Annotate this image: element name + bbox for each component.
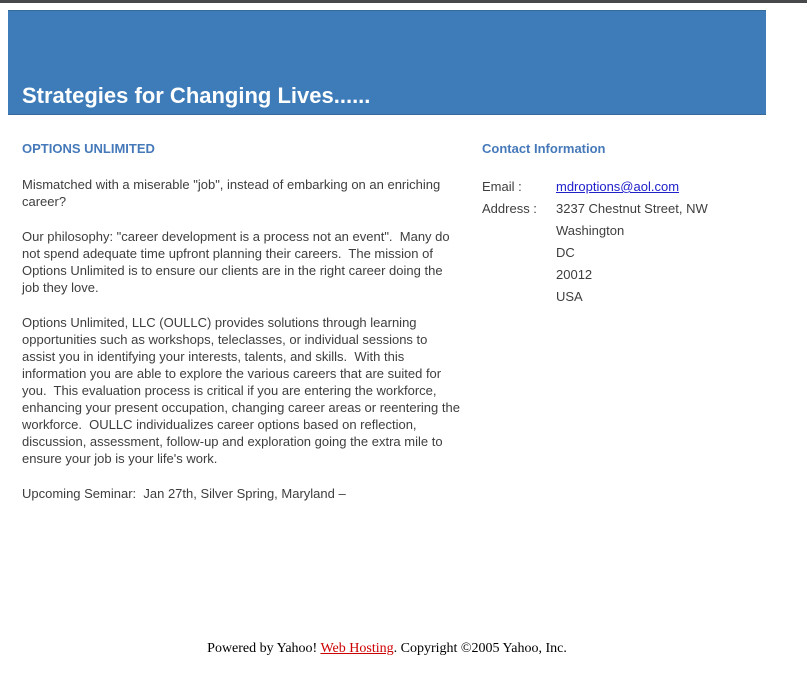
web-hosting-link[interactable]: Web Hosting (320, 641, 394, 656)
address-row (482, 198, 766, 308)
address-value (556, 198, 708, 308)
page-title: Strategies for Changing Lives...... (22, 83, 371, 108)
intro-column (22, 141, 462, 502)
email-label: Email : (482, 179, 522, 194)
address-zip: 20012 (556, 267, 593, 282)
footer-copyright-text: . Copyright ©2005 Yahoo, Inc. (393, 641, 567, 656)
address-country: USA (556, 289, 583, 304)
header-banner (8, 10, 766, 115)
top-border-bar (0, 0, 807, 3)
address-street: 3237 Chestnut Street, NW (556, 201, 708, 216)
email-value (556, 176, 679, 198)
footer (8, 641, 766, 657)
main-content (22, 141, 807, 502)
address-label: Address : (482, 201, 537, 216)
intro-paragraph: Mismatched with a miserable "job", instead of embarking on an enriching career? (22, 177, 444, 209)
company-heading: OPTIONS UNLIMITED (22, 141, 155, 156)
contact-column (482, 141, 766, 502)
services-paragraph: Options Unlimited, LLC (OULLC) provides solutions through learning opportunities such as workshops, teleclasses, or individual sessions to assist you in identifying your interests, talents, and skills. With this information you are able to explore the various careers that are suited for you. This evaluation process is critical if you are entering the workforce, enhancing your present occupation, changing career areas or reentering the workforce. OULLC individualizes career options based on reflection, discussion, assessment, follow-up and exploration going the extra mile to ensure your job is your life's work. (22, 315, 464, 466)
address-state: DC (556, 245, 575, 260)
email-row (482, 176, 766, 198)
footer-powered-text: Powered by Yahoo! (207, 641, 321, 656)
seminar-announcement: Upcoming Seminar: Jan 27th, Silver Spring, Maryland – (22, 486, 346, 501)
email-link[interactable]: mdroptions@aol.com (556, 179, 680, 194)
philosophy-paragraph: Our philosophy: "career development is a process not an event". Many do not spend adequate time upfront planning their careers. The mission of Options Unlimited is to ensure our clients are in the right career doing the job they love. (22, 229, 454, 295)
address-city: Washington (556, 223, 625, 238)
contact-heading: Contact Information (482, 141, 606, 156)
